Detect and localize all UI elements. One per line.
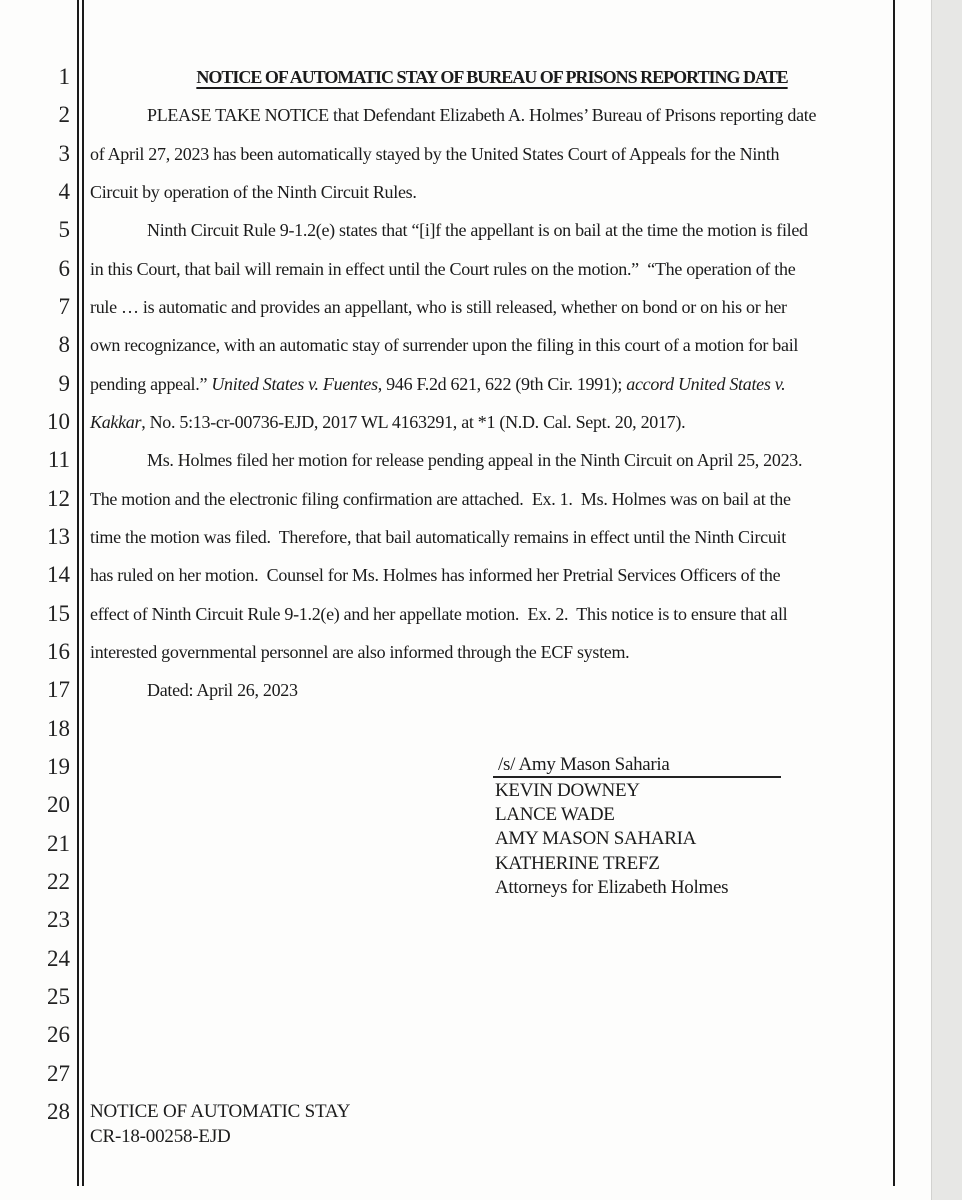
line-number: 8 xyxy=(58,332,70,358)
line-number: 28 xyxy=(47,1098,70,1124)
text-segment: of April 27, 2023 has been automatically stayed by the United States Court of Appeals for the Ninth xyxy=(90,143,780,164)
document-text-line xyxy=(90,671,298,709)
line-number: 22 xyxy=(47,868,70,894)
attorney-name: KATHERINE TREFZ xyxy=(495,852,660,874)
document-text-line xyxy=(90,633,629,671)
text-segment: pending appeal.” xyxy=(90,373,212,394)
line-number: 23 xyxy=(47,907,70,933)
text-segment: , No. 5:13-cr-00736-EJD, 2017 WL 4163291, at *1 (N.D. Cal. Sept. 20, 2017). xyxy=(141,411,686,432)
line-number: 19 xyxy=(47,753,70,779)
document-text-line xyxy=(90,173,417,211)
footer-case-number: CR-18-00258-EJD xyxy=(90,1125,231,1147)
text-segment: rule … is automatic and provides an appellant, who is still released, whether on bond or on his or her xyxy=(90,296,787,317)
case-citation-italic: accord United States v. xyxy=(626,373,786,394)
line-number: 15 xyxy=(47,600,70,626)
pleading-left-double-rule xyxy=(77,0,84,1186)
attorney-role: Attorneys for Elizabeth Holmes xyxy=(495,876,729,898)
case-citation-italic: United States v. Fuentes xyxy=(211,373,378,394)
attorney-names xyxy=(493,779,793,900)
text-segment: interested governmental personnel are also informed through the ECF system. xyxy=(90,641,630,662)
document-text-line xyxy=(90,250,795,288)
line-number: 11 xyxy=(47,447,70,473)
line-number: 14 xyxy=(47,562,70,588)
document-text-line xyxy=(90,595,787,633)
case-citation-italic: Kakkar xyxy=(90,411,142,432)
text-segment: in this Court, that bail will remain in effect until the Court rules on the motion.” “The operation of the xyxy=(90,258,796,279)
text-segment: PLEASE TAKE NOTICE that Defendant Elizabeth A. Holmes’ Bureau of Prisons reporting date xyxy=(147,105,817,126)
line-number: 4 xyxy=(58,178,70,204)
document-text-line xyxy=(90,518,786,556)
line-number: 10 xyxy=(47,408,70,434)
document-title-row xyxy=(90,58,894,96)
line-number: 1 xyxy=(58,64,70,89)
text-segment: , 946 F.2d 621, 622 (9th Cir. 1991); xyxy=(377,373,627,394)
line-number: 16 xyxy=(47,638,70,664)
pleading-right-rule xyxy=(893,0,895,1186)
line-number: 9 xyxy=(58,370,70,396)
line-number: 2 xyxy=(58,102,70,128)
line-number: 6 xyxy=(58,255,70,281)
text-segment: Dated: April 26, 2023 xyxy=(147,680,298,701)
footer-doc-title: NOTICE OF AUTOMATIC STAY xyxy=(90,1101,351,1122)
line-number: 5 xyxy=(58,217,70,243)
line-number: 3 xyxy=(58,140,70,166)
document-text-line xyxy=(90,403,685,441)
attorney-name: KEVIN DOWNEY xyxy=(495,780,640,801)
document-text-line xyxy=(90,211,808,249)
text-segment: Ninth Circuit Rule 9-1.2(e) states that “[i]f the appellant is on bail at the time the motion is filed xyxy=(147,220,808,241)
line-number: 7 xyxy=(58,293,70,319)
page-footer xyxy=(90,1100,350,1149)
scanned-page-right-edge xyxy=(931,0,962,1200)
attorney-name: AMY MASON SAHARIA xyxy=(495,828,697,850)
line-number: 27 xyxy=(47,1060,70,1086)
line-number: 17 xyxy=(47,677,70,703)
document-text-line xyxy=(90,556,780,594)
document-text-line xyxy=(90,441,802,479)
document-text-line xyxy=(90,365,785,403)
attorney-name: LANCE WADE xyxy=(495,804,615,826)
text-segment: Circuit by operation of the Ninth Circuit Rules. xyxy=(90,181,417,202)
line-number: 24 xyxy=(47,945,70,971)
text-segment: The motion and the electronic filing confirmation are attached. Ex. 1. Ms. Holmes was on bail at the xyxy=(90,488,791,509)
signature-block xyxy=(493,752,793,900)
text-segment: own recognizance, with an automatic stay of surrender upon the filing in this court of a motion for bail xyxy=(90,335,799,356)
document-text-line xyxy=(90,480,791,518)
document-text-line xyxy=(90,326,798,364)
line-number: 26 xyxy=(47,1022,70,1048)
text-segment: time the motion was filed. Therefore, that bail automatically remains in effect until the Ninth Circuit xyxy=(90,526,786,547)
signature-line: /s/ Amy Mason Saharia xyxy=(493,752,781,778)
line-number: 21 xyxy=(47,830,70,856)
text-segment: has ruled on her motion. Counsel for Ms. Holmes has informed her Pretrial Services Officers of the xyxy=(90,565,781,586)
document-text-line xyxy=(90,96,816,134)
line-number: 12 xyxy=(47,485,70,511)
text-segment: effect of Ninth Circuit Rule 9-1.2(e) and her appellate motion. Ex. 2. This notice is to ensure that all xyxy=(90,603,788,624)
line-number: 25 xyxy=(47,983,70,1009)
document-text-line xyxy=(90,288,787,326)
document-title: NOTICE OF AUTOMATIC STAY OF BUREAU OF PRISONS REPORTING DATE xyxy=(196,67,788,87)
document-text-line xyxy=(90,135,779,173)
text-segment: Ms. Holmes filed her motion for release pending appeal in the Ninth Circuit on April 25, 2023. xyxy=(147,450,803,471)
line-number: 18 xyxy=(47,715,70,741)
line-number: 13 xyxy=(47,523,70,549)
line-number: 20 xyxy=(47,792,70,818)
